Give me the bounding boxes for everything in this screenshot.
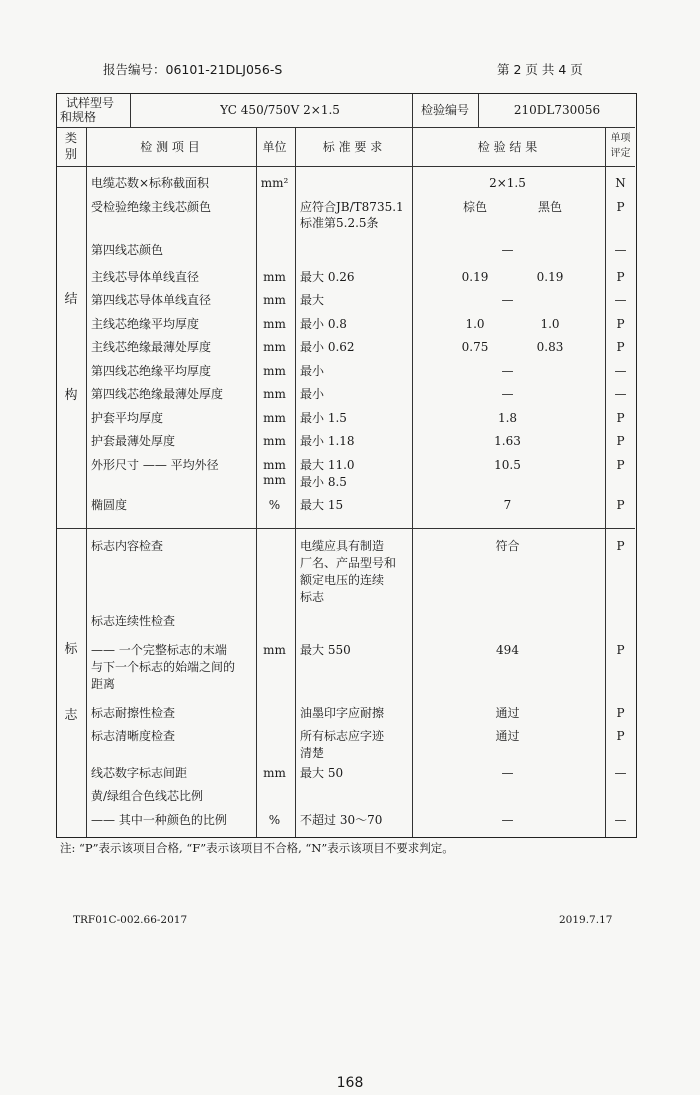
table-row-verdict: P: [616, 200, 625, 214]
col-divider: [295, 127, 296, 837]
table-row-requirement: 最大 15: [300, 498, 344, 512]
marking-legibility-requirement: 所有标志应字迹: [300, 729, 385, 743]
category-header: 别: [64, 147, 77, 161]
table-row-result: 1.63: [494, 434, 521, 448]
table-row-item: 第四线芯绝缘最薄处厚度: [91, 387, 224, 401]
marking-continuity-requirement: 最大 550: [300, 643, 351, 657]
marking-yg-item: 黄/绿组合色线芯比例: [91, 789, 204, 803]
table-row-verdict: P: [616, 498, 625, 512]
table-row-requirement: 最大 0.26: [300, 270, 355, 284]
table-row-verdict: P: [616, 434, 625, 448]
table-row-requirement: 最小 0.8: [300, 317, 347, 331]
table-row-unit: mm²: [260, 176, 289, 190]
marking-content-result: 符合: [495, 539, 520, 553]
table-row-verdict: P: [616, 317, 625, 331]
note-text: 注: “P”表示该项目合格, “F”表示该项目不合格, “N”表示该项目不要求判定。: [60, 841, 454, 855]
marking-spacing-result: —: [501, 766, 514, 780]
table-row-item: 椭圆度: [91, 498, 128, 512]
table-row-item: 第四线芯导体单线直径: [91, 293, 212, 307]
table-row-result: 0.19: [461, 270, 489, 284]
table-row-unit: mm: [263, 293, 286, 307]
marking-abrasion-requirement: 油墨印字应耐擦: [300, 706, 385, 720]
row-divider: [57, 166, 635, 167]
test-no-label: 检验编号: [420, 103, 469, 117]
marking-abrasion-item: 标志耐擦性检查: [91, 706, 176, 720]
table-row-result: 1.0: [465, 317, 485, 331]
marking-spacing-unit: mm: [263, 766, 286, 780]
marking-content-requirement: 标志: [300, 590, 325, 604]
section-marking-label: 标: [64, 642, 78, 657]
row-divider: [57, 127, 635, 128]
table-row-result: 1.8: [497, 411, 518, 425]
table-row-verdict: P: [616, 458, 625, 472]
marking-spacing-item: 线芯数字标志间距: [91, 766, 188, 780]
table-row-item: 主线芯绝缘最薄处厚度: [91, 340, 212, 354]
marking-legibility-result: 通过: [495, 729, 520, 743]
marking-continuity-sub: —— 一个完整标志的末端: [91, 643, 227, 657]
marking-continuity-sub: 与下一个标志的始端之间的: [91, 660, 236, 674]
marking-continuity-item: 标志连续性检查: [91, 614, 176, 628]
table-row-unit: mm: [263, 340, 286, 354]
table-row-result: —: [501, 243, 514, 257]
test-no-value: 210DL730056: [513, 103, 601, 117]
table-row-requirement: 最小 8.5: [300, 475, 347, 489]
marking-content-item: 标志内容检查: [91, 539, 164, 553]
table-row-requirement: 最小: [300, 364, 325, 378]
page-info: 第 2 页 共 4 页: [497, 62, 583, 77]
table-row-unit: mm: [263, 411, 286, 425]
table-row-unit: mm: [263, 434, 286, 448]
unit-header: 单位: [262, 140, 287, 154]
section-structure-label: 构: [64, 388, 78, 403]
marking-spacing-verdict: —: [614, 766, 627, 780]
result-header: 检 验 结 果: [477, 140, 538, 154]
table-row-requirement: 最小 0.62: [300, 340, 355, 354]
form-date: 2019.7.17: [559, 914, 613, 926]
table-row-item: 主线芯导体单线直径: [91, 270, 200, 284]
table-row-unit: mm: [263, 387, 286, 401]
marking-yg-result: —: [501, 813, 514, 827]
table-row-requirement: 最小: [300, 387, 325, 401]
table-row-item: 外形尺寸 —— 平均外径: [91, 458, 219, 472]
table-row-verdict: —: [614, 243, 627, 257]
table-row-item: 第四线芯颜色: [91, 243, 164, 257]
table-row-verdict: P: [616, 411, 625, 425]
table-row-result: 10.5: [494, 458, 521, 472]
marking-yg-requirement: 不超过 30～70: [300, 813, 383, 827]
table-row-result: 0.75: [461, 340, 489, 354]
table-row-verdict: N: [615, 176, 626, 190]
table-row-unit: mm: [263, 317, 286, 331]
model-label: 和规格: [60, 110, 97, 124]
table-row-item: 护套最薄处厚度: [91, 434, 176, 448]
marking-continuity-unit: mm: [263, 643, 286, 657]
form-number: TRF01C-002.66-2017: [73, 914, 188, 926]
marking-legibility-item: 标志清晰度检查: [91, 729, 176, 743]
table-row-verdict: —: [614, 387, 627, 401]
col-divider: [86, 127, 87, 837]
table-row-item: 护套平均厚度: [91, 411, 164, 425]
table-row-item: 主线芯绝缘平均厚度: [91, 317, 200, 331]
marking-continuity-result: 494: [496, 643, 519, 657]
marking-yg-unit: %: [268, 813, 281, 827]
item-header: 检 测 项 目: [140, 140, 200, 154]
table-row-result: 黑色: [537, 200, 562, 214]
table-row-verdict: —: [614, 293, 627, 307]
table-row-unit: mm: [263, 473, 286, 487]
table-row-item: 受检验绝缘主线芯颜色: [91, 200, 212, 214]
verdict-header: 单项: [610, 133, 631, 144]
table-row-verdict: —: [614, 364, 627, 378]
table-row-requirement: 应符合JB/T8735.1: [300, 200, 404, 214]
report-number: 报告编号：06101-21DLJ056-S: [103, 62, 283, 77]
section-marking-label: 志: [64, 708, 78, 723]
marking-content-requirement: 厂名、产品型号和: [300, 556, 397, 570]
table-row-result: —: [501, 387, 514, 401]
table-row-result: 7: [503, 498, 512, 512]
table-row-requirement: 最大: [300, 293, 325, 307]
table-row-result: 0.19: [536, 270, 564, 284]
table-row-verdict: P: [616, 270, 625, 284]
marking-spacing-requirement: 最大 50: [300, 766, 344, 780]
marking-legibility-verdict: P: [616, 729, 625, 743]
model-value: YC 450/750V 2×1.5: [220, 103, 340, 117]
table-row-requirement: 标准第5.2.5条: [300, 216, 379, 230]
table-row-result: 0.83: [536, 340, 564, 354]
marking-abrasion-result: 通过: [495, 706, 520, 720]
table-row-result: 2×1.5: [489, 176, 526, 190]
marking-content-verdict: P: [616, 539, 625, 553]
model-label: 试样型号: [66, 96, 115, 110]
table-row-unit: mm: [263, 364, 286, 378]
table-row-verdict: P: [616, 340, 625, 354]
marking-continuity-sub: 距离: [91, 677, 116, 691]
table-row-item: 第四线芯绝缘平均厚度: [91, 364, 212, 378]
verdict-header: 评定: [610, 148, 631, 159]
page-number: 168: [336, 1075, 364, 1091]
section-structure-label: 结: [64, 292, 78, 307]
marking-content-requirement: 电缆应具有制造: [300, 539, 385, 553]
marking-yg-sub: —— 其中一种颜色的比例: [91, 813, 227, 827]
table-row-unit: mm: [263, 458, 286, 472]
marking-abrasion-verdict: P: [616, 706, 625, 720]
requirement-header: 标 准 要 求: [322, 140, 383, 154]
section-divider: [57, 528, 635, 529]
marking-legibility-requirement: 清楚: [300, 746, 325, 760]
table-row-result: 1.0: [540, 317, 560, 331]
marking-continuity-verdict: P: [616, 643, 625, 657]
table-row-unit: mm: [263, 270, 286, 284]
table-row-requirement: 最小 1.5: [300, 411, 347, 425]
table-row-result: —: [501, 364, 514, 378]
table-row-item: 电缆芯数×标称截面积: [91, 176, 210, 190]
marking-yg-verdict: —: [614, 813, 627, 827]
table-row-result: —: [501, 293, 514, 307]
table-row-result: 棕色: [462, 200, 487, 214]
table-row-unit: %: [268, 498, 281, 512]
table-row-requirement: 最大 11.0: [300, 458, 355, 472]
category-header: 类: [64, 131, 77, 145]
marking-content-requirement: 额定电压的连续: [300, 573, 385, 587]
table-row-requirement: 最小 1.18: [300, 434, 355, 448]
